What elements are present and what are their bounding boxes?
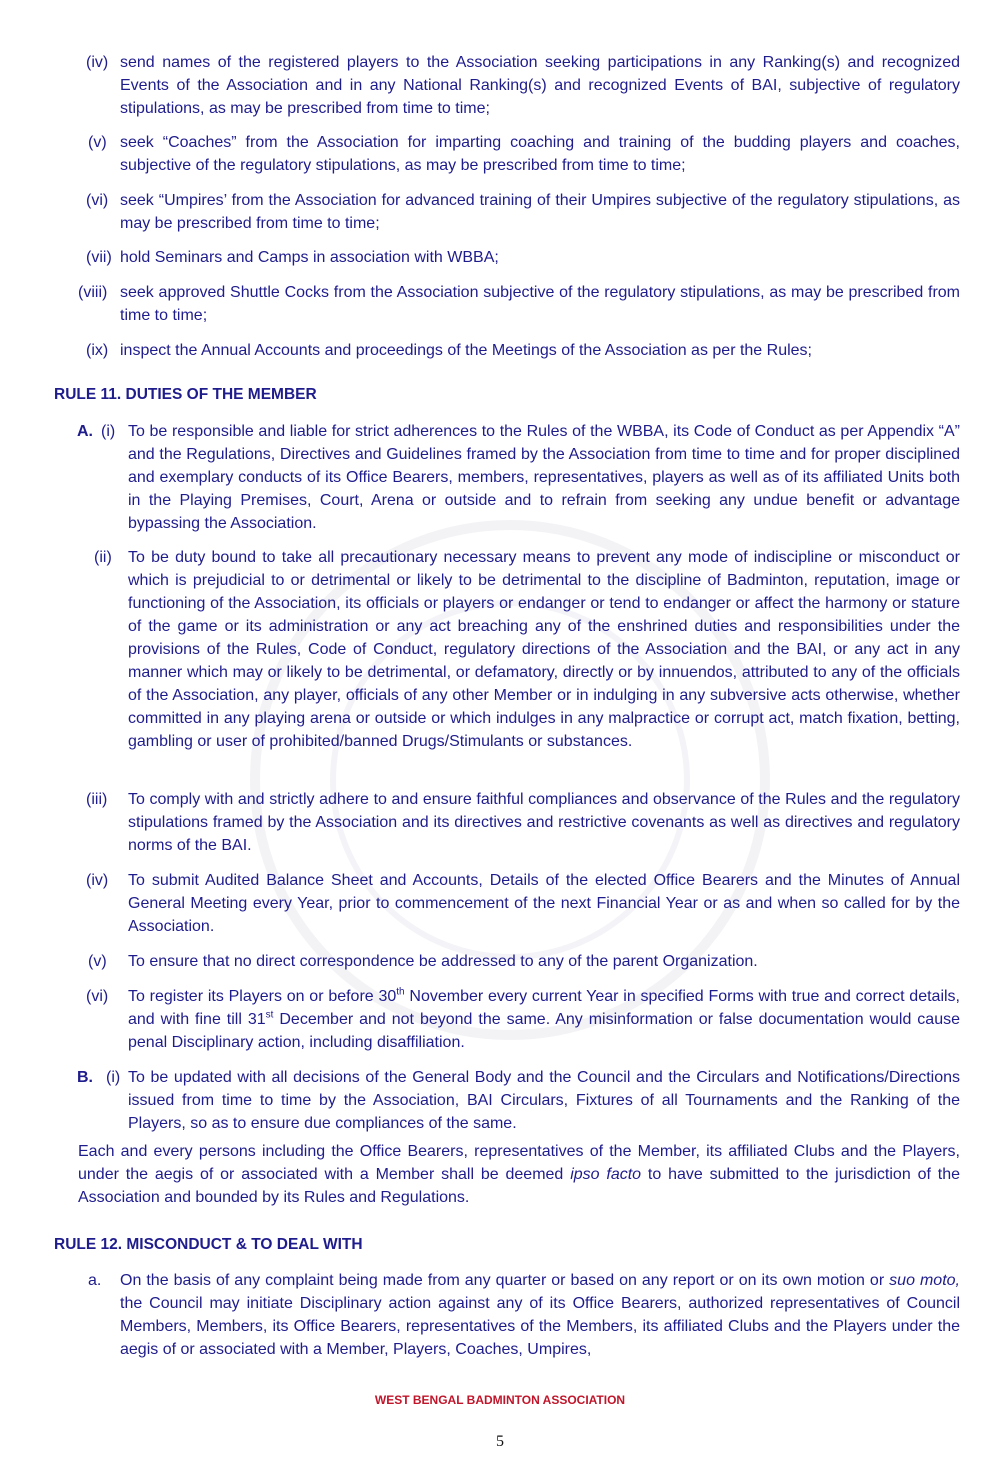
list-item xyxy=(88,950,960,973)
list-item xyxy=(86,189,960,235)
section-a-label: A. xyxy=(77,423,93,440)
item-text: seek “Coaches” from the Association for imparting coaching and training of the budding players and coaches, subjective of the regulatory stipulations, as may be prescribed from time to time; xyxy=(120,134,960,174)
item-text: To be responsible and liable for strict adherences to the Rules of the WBBA, its Code of Conduct as per Appendix “A” and the Regulations, Directives and Guidelines framed by the Association from time to time and for proper disciplined and exemplary conducts of its Office Bearers, members, representatives, players as well as of its affiliated Units both in the Playing Premises, Court, Arena or outside and to refrain from seeking any undue benefit or advantage bypassing the Association. xyxy=(128,423,960,532)
list-item xyxy=(94,546,960,753)
closing-paragraph: Each and every persons including the Office Bearers, representatives of the Member, its affiliated Clubs and the Players, under the aegis of or associated with a Member shall be deemed ipso facto to have submitted to the jurisdiction of the Association and bounded by its Rules and Regulations. xyxy=(78,1143,961,1206)
item-label: (vi) xyxy=(86,988,109,1005)
item-text: To ensure that no direct correspondence be addressed to any of the parent Organization. xyxy=(128,953,758,970)
page-number: 5 xyxy=(496,1433,504,1450)
list-item xyxy=(86,246,960,269)
item-text: inspect the Annual Accounts and proceedings of the Meetings of the Association as per the Rules; xyxy=(120,342,812,359)
item-label: (iv) xyxy=(86,872,109,889)
list-item xyxy=(88,131,960,177)
list-item xyxy=(77,1066,960,1135)
list-item xyxy=(86,788,960,857)
list-item xyxy=(78,281,960,327)
item-label: (vii) xyxy=(86,249,112,266)
list-item xyxy=(86,339,960,362)
item-text: hold Seminars and Camps in association with WBBA; xyxy=(120,249,499,266)
item-label: (v) xyxy=(88,134,107,151)
item-label: (ix) xyxy=(86,342,109,359)
item-text: On the basis of any complaint being made from any quarter or based on any report or on its own motion or suo moto, the Council may initiate Disciplinary action against any of its Office Bearers, authorized representatives of Council Members, Members, its Office Bearers, representatives of the Members, its affiliated Clubs and the Players under the aegis of or associated with a Member, Players, Coaches, Umpires, xyxy=(120,1272,960,1358)
item-text: seek approved Shuttle Cocks from the Association subjective of the regulatory stipulations, as may be prescribed from time to time; xyxy=(120,284,960,324)
item-label: (iii) xyxy=(86,791,108,808)
rule-12-heading: RULE 12. MISCONDUCT & TO DEAL WITH xyxy=(54,1236,363,1253)
item-label: (i) xyxy=(101,423,116,440)
item-text: To be duty bound to take all precautionary necessary means to prevent any mode of indiscipline or misconduct or which is prejudicial to or detrimental or likely to be detrimental to the discipline of Badminton, reputation, image or functioning of the Association, its officials or players or endanger or tend to endanger or affect the harmony or stature of the game or its administration or any act breaching any of the enshrined duties and responsibilities under the provisions of the Rules, Code of Conduct, regulatory directions of the Association and the BAI, or any act in any manner which may or likely to be detrimental, or defamatory, directly or by innuendos, attributed to any of the officials of the Association, any player, officials of any other Member or in indulging in any subversive acts otherwise, whether committed in any playing arena or outside or which indulges in any malpractice or corrupt act, match fixation, betting, gambling or user of prohibited/banned Drugs/Stimulants or substances. xyxy=(128,549,960,750)
list-item xyxy=(77,420,960,535)
item-label: (iv) xyxy=(86,54,109,71)
item-text: To register its Players on or before 30th November every current Year in specified Forms with true and correct details, and with fine till 31st December and not beyond the same. Any misinformation or false documentation would cause penal Disciplinary action, including disaffiliation. xyxy=(128,986,960,1051)
item-label: (v) xyxy=(88,953,107,970)
rule-11-heading: RULE 11. DUTIES OF THE MEMBER xyxy=(54,386,317,403)
list-item xyxy=(86,51,960,120)
list-item xyxy=(86,985,960,1054)
item-text: To comply with and strictly adhere to and ensure faithful compliances and observance of the Rules and the regulatory stipulations framed by the Association and its directives and restrictive covenants as well as directives and regulatory norms of the BAI. xyxy=(128,791,960,854)
item-label: a. xyxy=(88,1272,102,1289)
item-label: (i) xyxy=(106,1069,121,1086)
item-label: (viii) xyxy=(78,284,108,301)
item-label: (vi) xyxy=(86,192,109,209)
footer-organization: WEST BENGAL BADMINTON ASSOCIATION xyxy=(374,1393,626,1407)
item-text: To be updated with all decisions of the General Body and the Council and the Circulars and Notifications/Directions issued from time to time by the Association, BAI Circulars, Fixtures of all Tournaments and the Ranking of the Players, so as to ensure due compliances of the same. xyxy=(128,1069,960,1132)
item-text: To submit Audited Balance Sheet and Accounts, Details of the elected Office Bearers and the Minutes of Annual General Meeting every Year, prior to commencement of the next Financial Year or as and when so called for by the Association. xyxy=(128,872,960,935)
item-text: send names of the registered players to the Association seeking participations in any Ranking(s) and recognized Events of the Association and in any National Ranking(s) and recognized Events of BAI, subjective of regulatory stipulations, as may be prescribed from time to time; xyxy=(120,54,960,117)
list-item xyxy=(86,869,960,938)
item-label: (ii) xyxy=(94,549,112,566)
item-text: seek “Umpires’ from the Association for advanced training of their Umpires subjective of the regulatory stipulations, as may be prescribed from time to time; xyxy=(120,192,960,232)
list-item xyxy=(88,1269,960,1361)
section-b-label: B. xyxy=(77,1069,93,1086)
